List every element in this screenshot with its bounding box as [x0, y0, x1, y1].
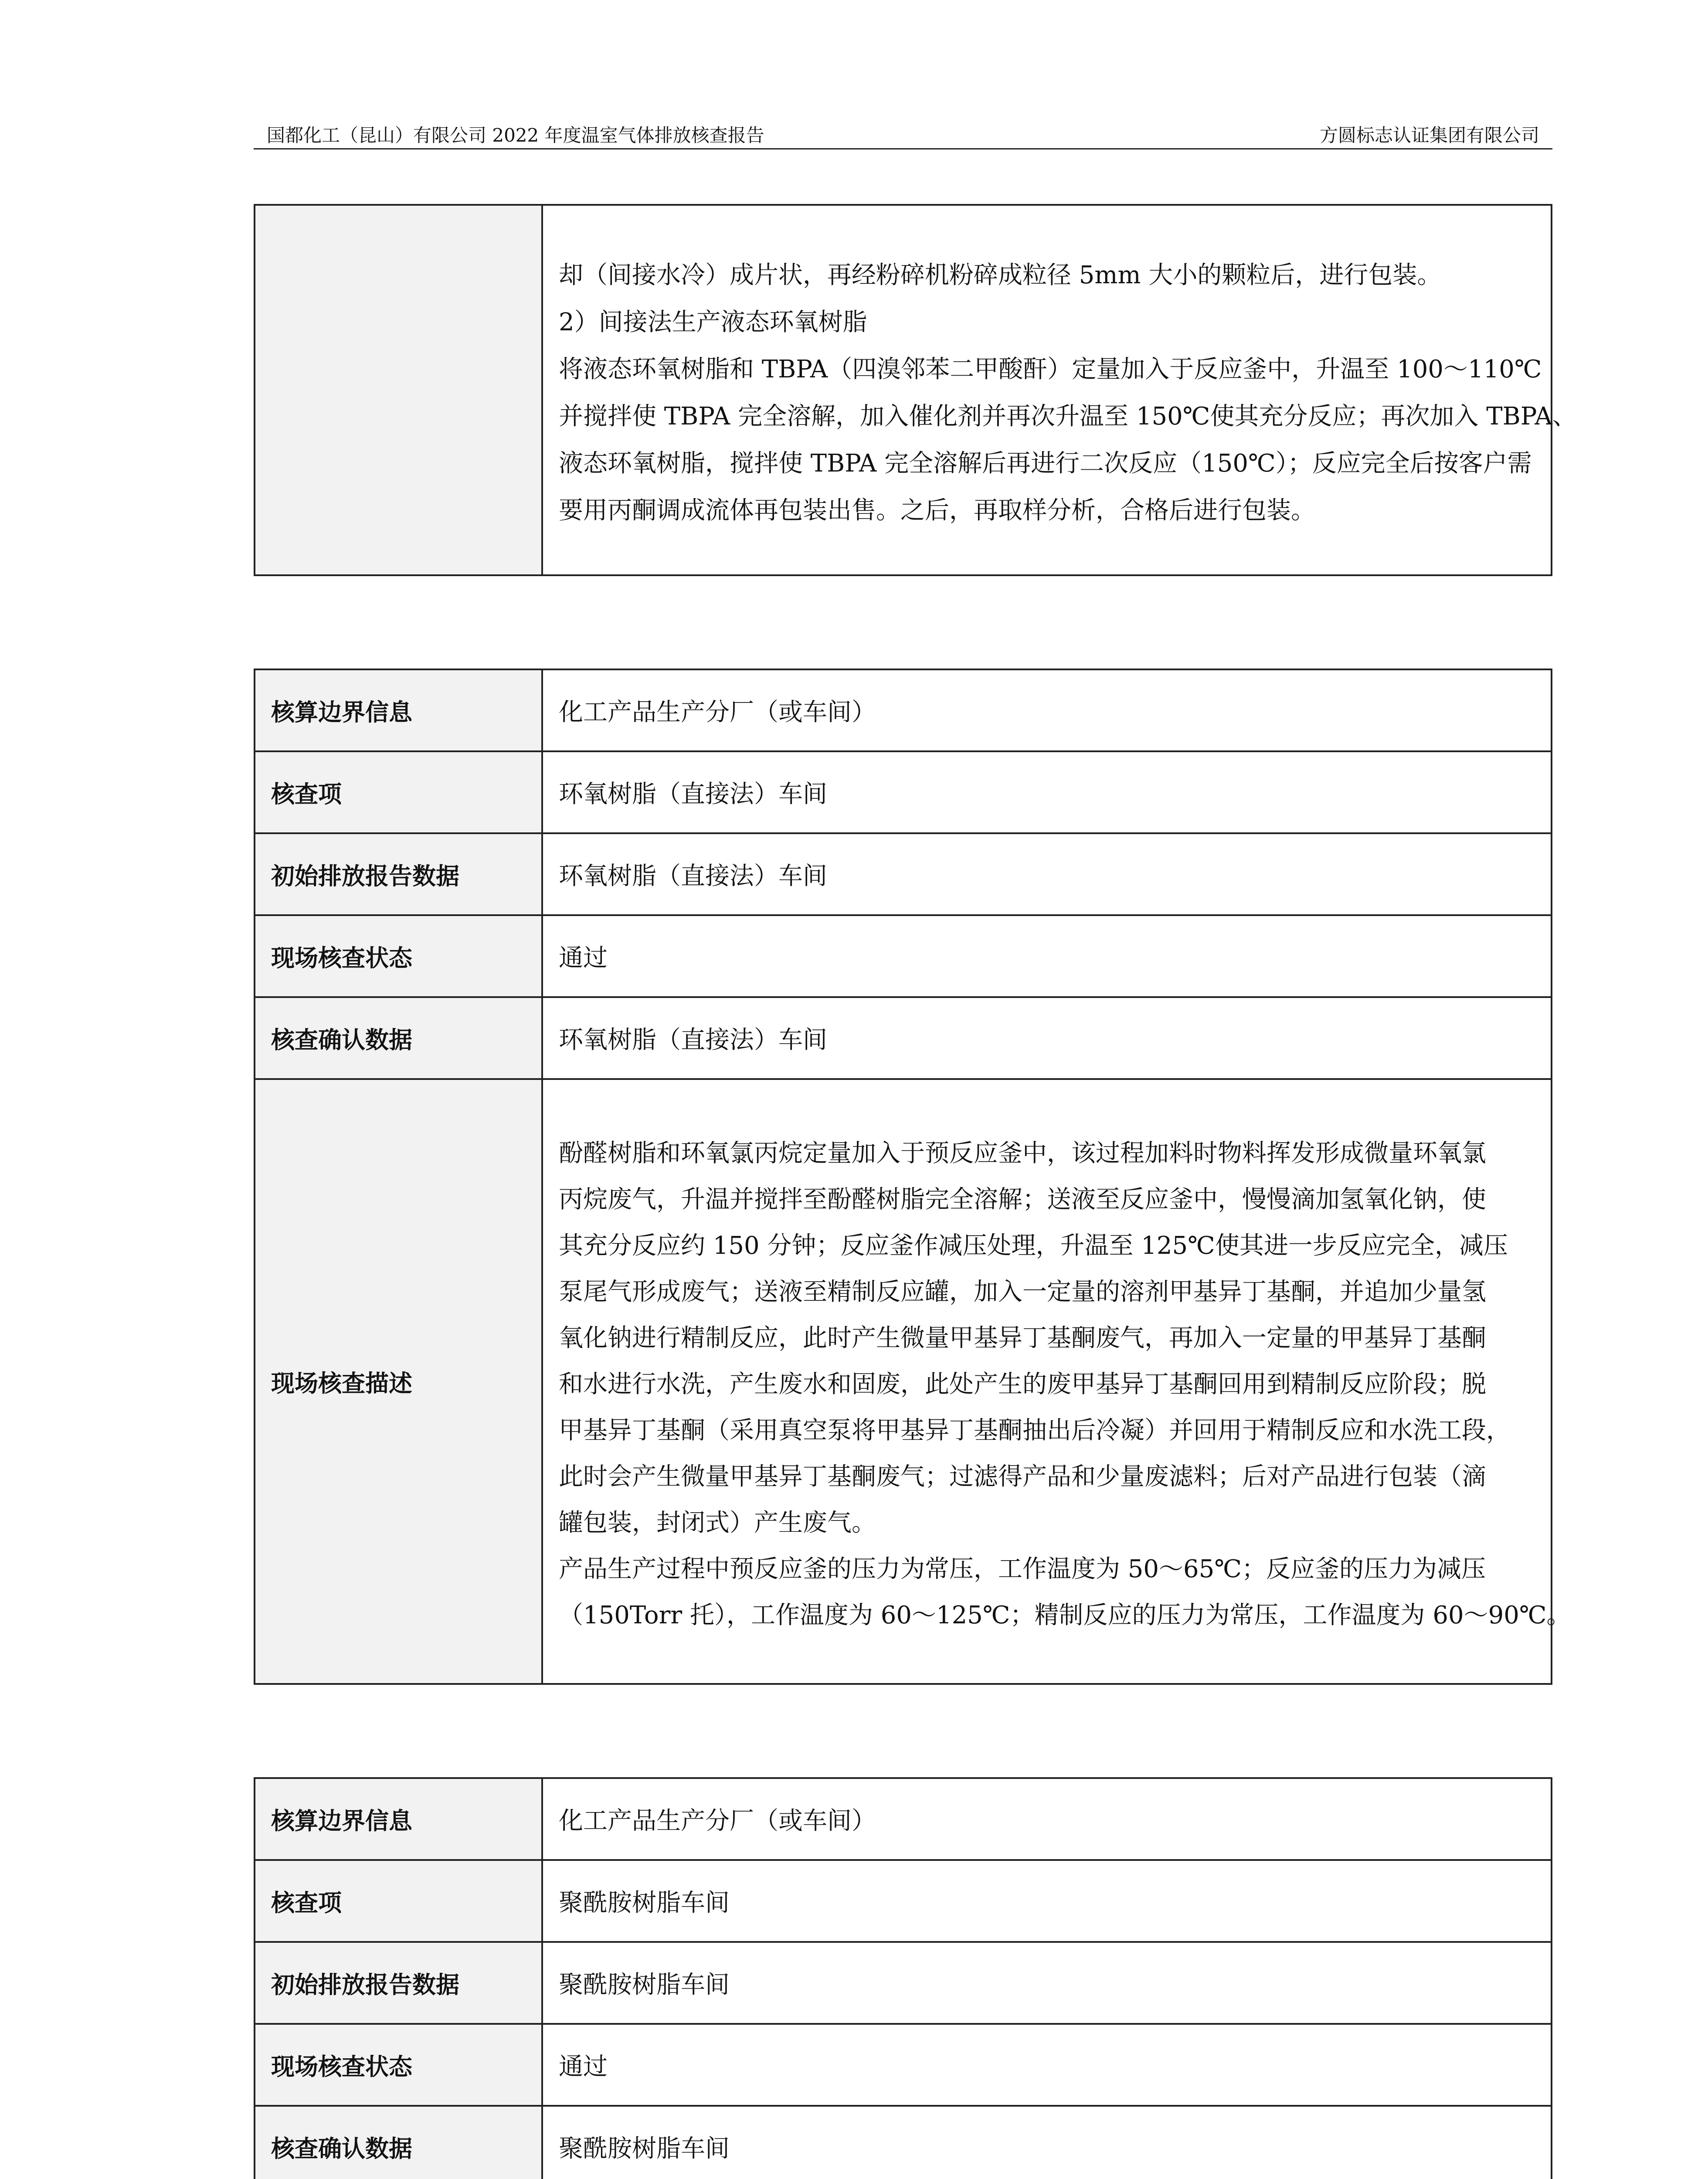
row-label: 初始排放报告数据 [255, 833, 542, 915]
text-line: 其充分反应约 150 分钟；反应釜作减压处理，升温至 125℃使其进一步反应完全，减压 [559, 1232, 1508, 1260]
row-value: 聚酰胺树脂车间 [542, 2106, 1552, 2179]
table-row [255, 751, 1552, 833]
row-value: 通过 [542, 2024, 1552, 2106]
row-label: 现场核查状态 [255, 915, 542, 997]
table-row [255, 915, 1552, 997]
text-line: 罐包装，封闭式）产生废气。 [559, 1509, 876, 1537]
text-line: 要用丙酮调成流体再包装出售。之后，再取样分析，合格后进行包装。 [559, 496, 1315, 525]
table-row [255, 1942, 1552, 2024]
text-line: 丙烷废气，升温并搅拌至酚醛树脂完全溶解；送液至反应釜中，慢慢滴加氢氧化钠，使 [559, 1185, 1486, 1214]
row-value: 聚酰胺树脂车间 [542, 1860, 1552, 1942]
text-line: 将液态环氧树脂和 TBPA（四溴邻苯二甲酸酐）定量加入于反应釜中，升温至 100～110℃ [559, 355, 1542, 384]
text-line: 甲基异丁基酮（采用真空泵将甲基异丁基酮抽出后冷凝）并回用于精制反应和水洗工段， [559, 1416, 1511, 1445]
verification-table-polyamide [254, 1777, 1552, 2179]
row-label: 现场核查状态 [255, 2024, 542, 2106]
text-line: 此时会产生微量甲基异丁基酮废气；过滤得产品和少量废滤料；后对产品进行包装（滴 [559, 1463, 1486, 1491]
row-value: 通过 [542, 915, 1552, 997]
table-row [255, 2106, 1552, 2179]
text-line: 和水进行水洗，产生废水和固废，此处产生的废甲基异丁基酮回用到精制反应阶段；脱 [559, 1370, 1486, 1398]
text-line: 酚醛树脂和环氧氯丙烷定量加入于预反应釜中，该过程加料时物料挥发形成微量环氧氯 [559, 1139, 1486, 1168]
row-label: 核查确认数据 [255, 2106, 542, 2179]
row-label: 核算边界信息 [255, 1778, 542, 1860]
text-line: 2）间接法生产液态环氧树脂 [559, 308, 867, 336]
row-label: 核查项 [255, 751, 542, 833]
process-description-cell [542, 205, 1577, 575]
text-line: 氧化钠进行精制反应，此时产生微量甲基异丁基酮废气，再加入一定量的甲基异丁基酮 [559, 1324, 1486, 1352]
row-value: 环氧树脂（直接法）车间 [542, 997, 1552, 1079]
row-label: 核查确认数据 [255, 997, 542, 1079]
text-line: 产品生产过程中预反应釜的压力为常压，工作温度为 50～65℃；反应釜的压力为减压 [559, 1555, 1486, 1583]
table-row [255, 2024, 1552, 2106]
header-company: 方圆标志认证集团有限公司 [1319, 125, 1539, 146]
header-report-title: 国都化工（昆山）有限公司 2022 年度温室气体排放核查报告 [267, 125, 764, 146]
text-line: 泵尾气形成废气；送液至精制反应罐，加入一定量的溶剂甲基异丁基酮，并追加少量氢 [559, 1278, 1486, 1306]
site-description-cell [542, 1079, 1571, 1684]
continuation-table [254, 204, 1577, 576]
row-value: 环氧树脂（直接法）车间 [542, 833, 1552, 915]
row-label: 核查项 [255, 1860, 542, 1942]
page-header [254, 118, 1552, 149]
table-row [255, 997, 1552, 1079]
text-line: 液态环氧树脂，搅拌使 TBPA 完全溶解后再进行二次反应（150℃）；反应完全后按客户需 [559, 449, 1532, 478]
text-line: 并搅拌使 TBPA 完全溶解，加入催化剂并再次升温至 150℃使其充分反应；再次加入 TBPA、 [559, 402, 1577, 431]
text-line: （150Torr 托），工作温度为 60～125℃；精制反应的压力为常压，工作温度为 60～90℃。 [559, 1601, 1571, 1629]
row-label: 核算边界信息 [255, 669, 542, 751]
text-line: 却（间接水冷）成片状，再经粉碎机粉碎成粒径 5mm 大小的颗粒后，进行包装。 [559, 261, 1442, 289]
row-value: 聚酰胺树脂车间 [542, 1942, 1552, 2024]
table-row [255, 669, 1552, 751]
row-label: 初始排放报告数据 [255, 1942, 542, 2024]
row-value: 化工产品生产分厂（或车间） [542, 1778, 1552, 1860]
table-row [255, 833, 1552, 915]
empty-label-cell [255, 205, 542, 575]
table-row [255, 1079, 1552, 1684]
row-label: 现场核查描述 [255, 1079, 542, 1684]
row-value: 化工产品生产分厂（或车间） [542, 669, 1552, 751]
row-value: 环氧树脂（直接法）车间 [542, 751, 1552, 833]
verification-table-epoxy [254, 669, 1571, 1685]
table-row [255, 1860, 1552, 1942]
table-row [255, 1778, 1552, 1860]
